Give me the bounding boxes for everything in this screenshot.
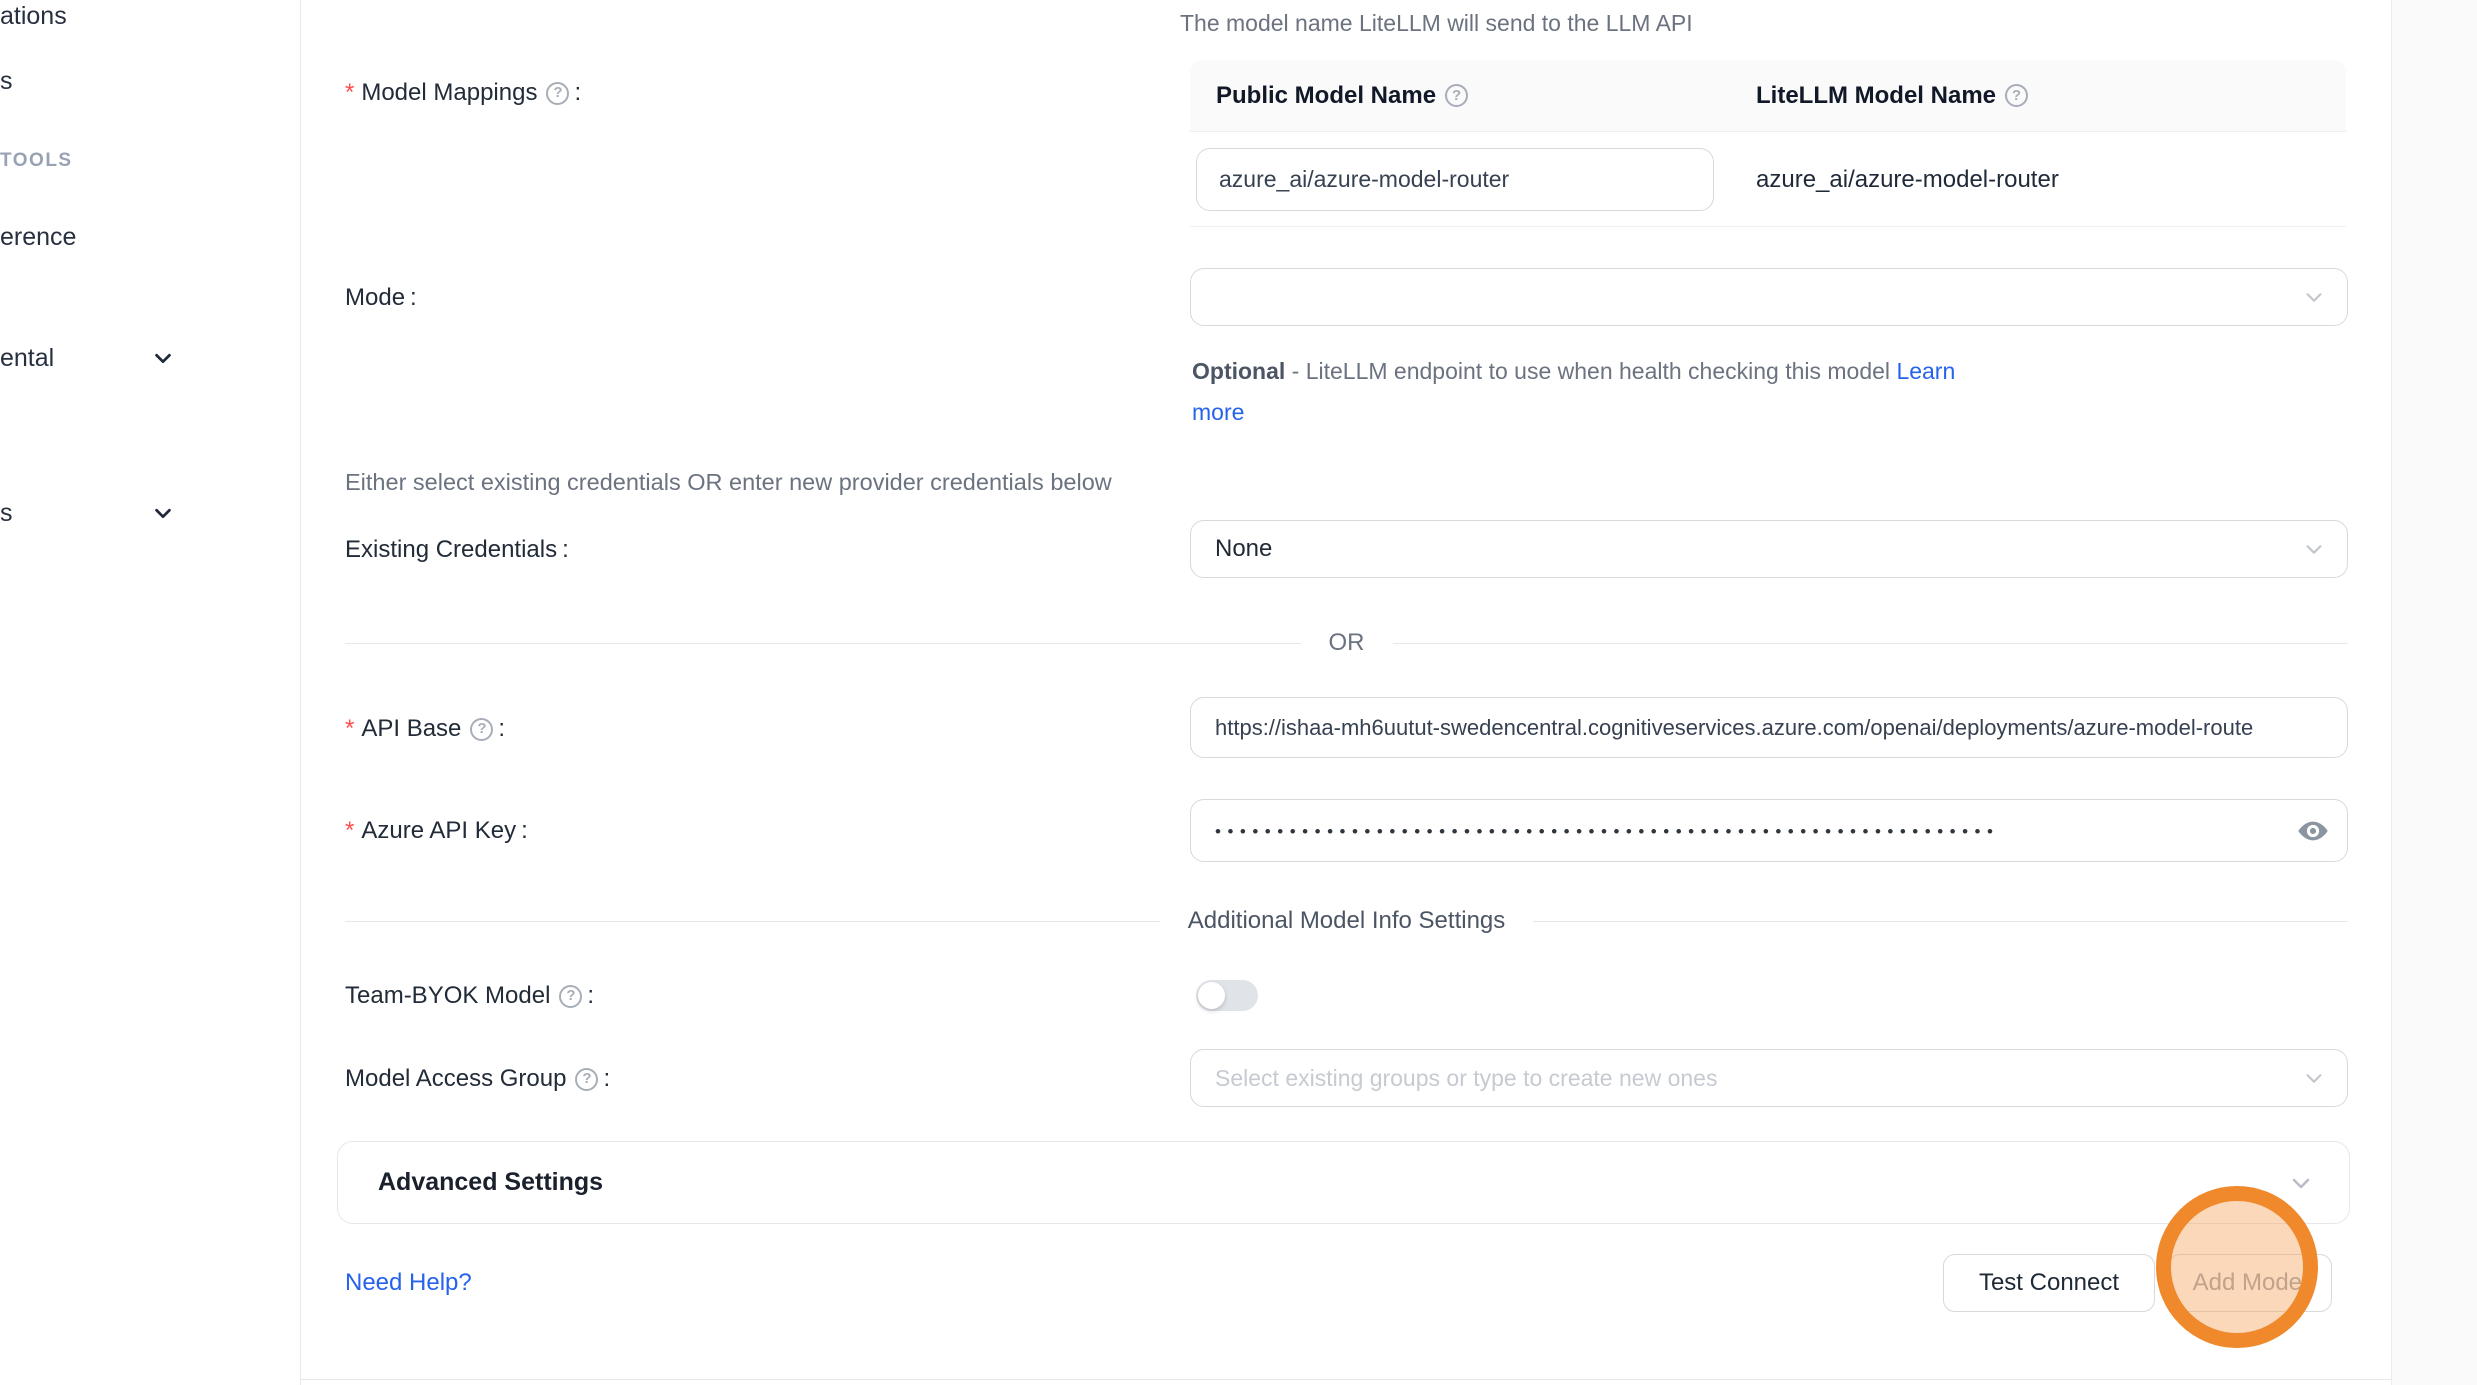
azure-api-key-input[interactable] — [1190, 799, 2348, 862]
column-header-public-model-name: Public Model Name ? — [1190, 82, 1756, 110]
help-question-icon[interactable] — [559, 985, 582, 1008]
table-header-row — [1190, 60, 2346, 132]
test-connect-button[interactable]: Test Connect — [1943, 1254, 2155, 1312]
existing-credentials-select[interactable]: None — [1190, 520, 2348, 578]
or-divider: OR — [345, 629, 2348, 657]
mode-helper-text: Optional - LiteLLM endpoint to use when health checking this model Learn more — [1192, 358, 1956, 425]
toggle-password-visibility-button[interactable] — [2297, 815, 2329, 847]
learn-more-link[interactable]: more — [1192, 399, 1245, 425]
column-header-litellm-model-name: LiteLLM Model Name ? — [1756, 82, 2028, 110]
card-bottom-border — [301, 1379, 2391, 1380]
need-help-link[interactable]: Need Help? — [345, 1269, 472, 1296]
api-base-input[interactable]: https://ishaa-mh6uutut-swedencentral.cognitiveservices.azure.com/openai/deployments/azure-model-route — [1190, 697, 2348, 758]
chevron-down-icon — [2303, 1067, 2325, 1089]
required-asterisk: * — [345, 715, 355, 742]
litellm-model-name-value: azure_ai/azure-model-router — [1756, 165, 2059, 193]
help-question-icon[interactable] — [546, 82, 569, 105]
public-model-name-input[interactable] — [1196, 148, 1714, 211]
sidebar-item-experimental[interactable]: ental — [0, 344, 55, 372]
select-placeholder: Select existing groups or type to create new ones — [1215, 1064, 1718, 1091]
add-model-button[interactable]: Add Model — [2168, 1254, 2332, 1312]
sidebar — [0, 0, 301, 1385]
model-name-helper-text: The model name LiteLLM will send to the LLM API — [1180, 10, 1693, 36]
sidebar-item-logs[interactable]: s — [0, 67, 13, 95]
model-mappings-label: * Model Mappings ? : — [345, 78, 581, 108]
api-base-label: * API Base ? : — [345, 714, 505, 744]
existing-credentials-label: Existing Credentials : — [345, 536, 569, 563]
sidebar-section-tools: TOOLS — [0, 150, 73, 171]
help-question-icon[interactable] — [2005, 84, 2028, 107]
sidebar-item-api-reference[interactable]: erence — [0, 223, 77, 251]
help-question-icon[interactable] — [470, 718, 493, 741]
team-byok-toggle[interactable] — [1196, 980, 1258, 1011]
chevron-down-icon — [2289, 1171, 2313, 1195]
help-question-icon[interactable] — [1445, 84, 1468, 107]
team-byok-label: Team-BYOK Model ? : — [345, 981, 594, 1011]
required-asterisk: * — [345, 79, 355, 106]
chevron-down-icon[interactable] — [152, 502, 174, 524]
table-row — [1190, 132, 2346, 227]
additional-settings-divider: Additional Model Info Settings — [345, 907, 2348, 935]
masked-api-key-value: ••••••••••••••••••••••••••••••••••••••••••••••••••••••••••••••• — [1215, 821, 2000, 841]
model-access-group-label: Model Access Group ? : — [345, 1064, 610, 1094]
required-asterisk: * — [345, 817, 355, 844]
sidebar-item-settings[interactable]: s — [0, 499, 13, 527]
advanced-settings-panel[interactable] — [337, 1141, 2350, 1224]
chevron-down-icon — [2303, 538, 2325, 560]
credentials-note: Either select existing credentials OR enter new provider credentials below — [345, 469, 1112, 495]
toggle-knob — [1198, 982, 1225, 1009]
eye-icon — [2297, 815, 2329, 847]
mode-label: Mode : — [345, 284, 417, 311]
mode-select[interactable] — [1190, 268, 2348, 326]
learn-more-link[interactable]: Learn — [1896, 358, 1956, 384]
page-right-gutter — [2391, 0, 2477, 1385]
chevron-down-icon[interactable] — [152, 347, 174, 369]
azure-api-key-label: * Azure API Key : — [345, 817, 528, 844]
sidebar-item-organizations[interactable]: ations — [0, 2, 67, 30]
advanced-settings-title: Advanced Settings — [378, 1168, 604, 1196]
model-access-group-select[interactable] — [1190, 1049, 2348, 1107]
model-mappings-table — [1190, 60, 2346, 227]
chevron-down-icon — [2303, 286, 2325, 308]
help-question-icon[interactable] — [575, 1068, 598, 1091]
